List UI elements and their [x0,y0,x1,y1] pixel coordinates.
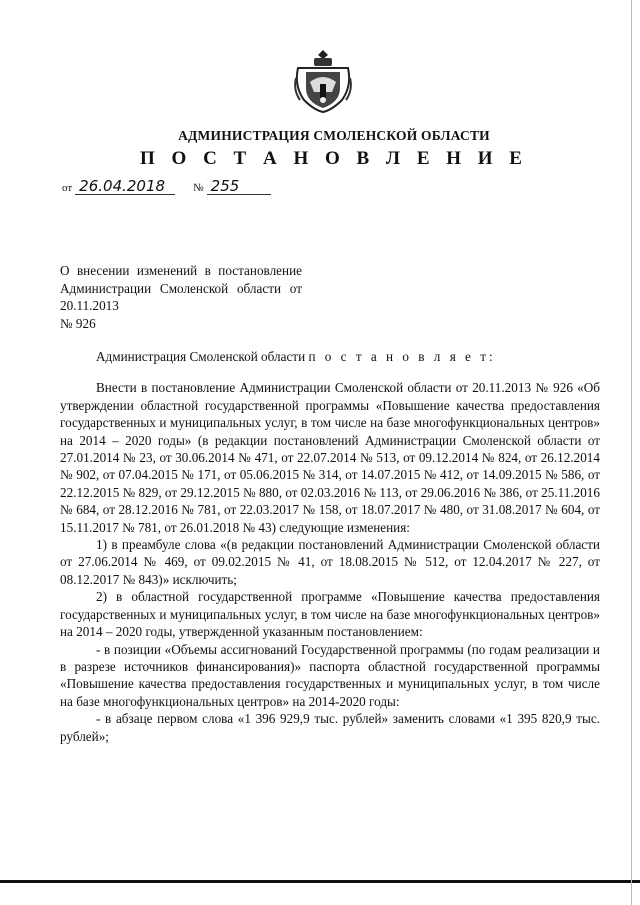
scan-right-edge [631,0,632,905]
subject-number: № 926 [60,315,96,331]
subject-text: О внесении изменений в постановление Администрации Смоленской области от 20.11.2013 [60,263,302,313]
coat-of-arms-emblem [292,48,354,114]
handwritten-date: 26.04.2018 [75,178,175,195]
organization-name: АДМИНИСТРАЦИЯ СМОЛЕНСКОЙ ОБЛАСТИ [178,128,490,143]
date-prefix: от [62,182,73,194]
document-type-title: П О С Т А Н О В Л Е Н И Е [140,148,528,169]
intro-paragraph [96,348,600,365]
paragraph-item-2: 2) в областной государственной программе «Повышение качества предоставления государственных и муниципальных услуг, в том числе на базе многофункциональных центров» на 2014 – 2020 годы, утвержденной указанным постановлением: [60,589,600,640]
date-number-line [62,178,271,198]
paragraph-main: Внести в постановление Администрации Смоленской области от 20.11.2013 № 926 «Об утверждении областной государственной программы «Повышение качества предоставления государственных и муниципальных услуг, в том числе на базе многофункциональных центров» на 2014 – 2020 годы» (в редакции постановлений Администрации Смоленской области от 27.01.2014 № 23, от 30.06.2014 № 471, от 22.07.2014 № 513, от 09.12.2014 № 824, от 26.12.2014 № 902, от 07.04.2015 № 171, от 05.06.2015 № 314, от 14.07.2015 № 412, от 14.09.2015 № 586, от 22.12.2015 № 829, от 29.12.2015 № 880, от 02.03.2016 № 113, от 29.06.2016 № 386, от 25.11.2016 № 684, от 28.12.2016 № 781, от 22.03.2017 № 158, от 18.07.2017 № 480, от 31.08.2017 № 604, от 15.11.2017 № 781, от 26.01.2018 № 43) следующие изменения: [60,380,600,535]
intro-text: Администрация Смоленской области [96,349,309,364]
intro-resolves: п о с т а н о в л я е т: [308,349,496,364]
paragraph-replacement: - в абзаце первом слова «1 396 929,9 тыс. рублей» заменить словами «1 395 820,9 тыс. рублей»; [60,711,600,744]
number-prefix: № [193,182,204,194]
document-body [60,334,600,745]
paragraph-item-1: 1) в преамбуле слова «(в редакции постановлений Администрации Смоленской области от 27.06.2014 № 469, от 09.02.2015 № 41, от 18.08.2015 № 512, от 12.04.2017 № 227, от 08.12.2017 № 843)» исключить; [60,537,600,587]
handwritten-number: 255 [207,178,271,195]
document-subject [60,262,302,332]
scan-bottom-edge [0,880,640,883]
paragraph-position: - в позиции «Объемы ассигнований Государственной программы (по годам реализации и в разрезе источников финансирования)» паспорта областной государственной программы «Повышение качества предоставления государственных и муниципальных услуг, в том числе на базе многофункциональных центров» на 2014-2020 годы: [60,641,600,709]
